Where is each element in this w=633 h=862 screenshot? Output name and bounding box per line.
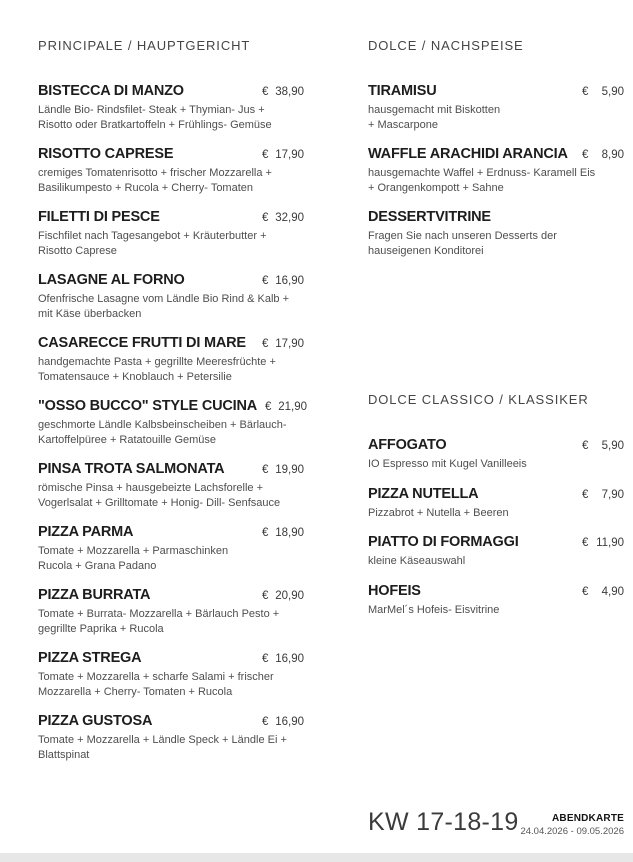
currency-symbol: €	[262, 149, 269, 161]
item-name: WAFFLE ARACHIDI ARANCIA	[368, 146, 568, 162]
item-name: PIZZA PARMA	[38, 524, 134, 540]
bottom-divider-bar	[0, 853, 633, 862]
item-price	[582, 149, 624, 161]
item-description: handgemachte Pasta + gegrillte Meeresfrüchte + Tomatensauce + Knoblauch + Petersilie	[38, 356, 276, 383]
item-price	[582, 489, 624, 501]
calendar-week-label: KW 17-18-19	[368, 808, 519, 836]
menu-item-tiramisu	[368, 82, 624, 132]
currency-symbol: €	[262, 212, 269, 224]
item-price	[262, 149, 304, 161]
item-price	[262, 464, 304, 476]
item-description: Tomate + Mozzarella + scharfe Salami + frischer Mozzarella + Cherry- Tomaten + Rucola	[38, 671, 274, 698]
menu-item-waffle	[368, 145, 624, 195]
item-name: DESSERTVITRINE	[368, 209, 491, 225]
item-name: PIZZA STREGA	[38, 650, 142, 666]
item-name: TIRAMISU	[368, 83, 437, 99]
menu-item-pizza-gustosa	[38, 712, 304, 762]
currency-symbol: €	[265, 401, 272, 413]
menu-item-pizza-nutella	[368, 485, 624, 521]
item-description: Tomate + Mozzarella + Ländle Speck + Ländle Ei + Blattspinat	[38, 734, 287, 761]
price-amount: 7,90	[601, 488, 624, 501]
item-description: hausgemachte Waffel + Erdnuss- Karamell Eis + Orangenkompott + Sahne	[368, 167, 596, 194]
item-description: Tomate + Mozzarella + Parmaschinken Rucola + Grana Padano	[38, 545, 229, 572]
menu-item-affogato	[368, 436, 624, 472]
menu-item-bistecca	[38, 82, 304, 132]
menu-item-pizza-burrata	[38, 586, 304, 636]
item-description: Tomate + Burrata- Mozzarella + Bärlauch Pesto + gegrillte Paprika + Rucola	[38, 608, 280, 635]
menu-item-pinsa	[38, 460, 304, 510]
item-price	[262, 527, 304, 539]
currency-symbol: €	[582, 86, 589, 98]
price-amount: 4,90	[601, 585, 624, 598]
section-header-classico: DOLCE CLASSICO / KLASSIKER	[368, 392, 589, 407]
price-amount: 8,90	[601, 149, 624, 161]
menu-item-filetti	[38, 208, 304, 258]
item-name: PIZZA GUSTOSA	[38, 713, 153, 729]
price-amount: 21,90	[278, 401, 308, 413]
item-price	[265, 401, 307, 413]
menu-item-casarecce	[38, 334, 304, 384]
item-name: PIATTO DI FORMAGGI	[368, 534, 519, 550]
item-price	[262, 338, 304, 350]
item-description: cremiges Tomatenrisotto + frischer Mozzarella + Basilikumpesto + Rucola + Cherry- Tomaten	[38, 167, 272, 194]
classico-items	[368, 436, 624, 617]
card-info	[520, 813, 624, 837]
price-amount: 38,90	[275, 86, 304, 98]
item-price	[262, 275, 304, 287]
currency-symbol: €	[262, 590, 269, 602]
price-amount: 16,90	[275, 653, 304, 665]
item-name: RISOTTO CAPRESE	[38, 146, 174, 162]
menu-item-dessertvitrine	[368, 208, 624, 258]
menu-item-piatto-formaggi	[368, 533, 624, 569]
item-price	[262, 86, 304, 98]
currency-symbol: €	[582, 585, 589, 598]
currency-symbol: €	[582, 488, 589, 501]
menu-item-pizza-strega	[38, 649, 304, 699]
item-description: Fragen Sie nach unseren Desserts der hauseigenen Konditorei	[368, 230, 557, 257]
item-description: MarMel´s Hofeis- Eisvitrine	[368, 603, 500, 616]
currency-symbol: €	[582, 537, 589, 549]
item-description: kleine Käseauswahl	[368, 555, 466, 567]
item-price	[582, 440, 624, 452]
price-amount: 11,90	[596, 537, 624, 549]
item-name: HOFEIS	[368, 582, 421, 599]
item-name: LASAGNE AL FORNO	[38, 272, 185, 288]
section-dolce	[368, 38, 624, 271]
section-principale	[38, 38, 308, 775]
price-amount: 5,90	[601, 440, 624, 452]
item-price	[262, 590, 304, 602]
item-description: geschmorte Ländle Kalbsbeinscheiben + Bärlauch- Kartoffelpüree + Ratatouille Gemüse	[38, 419, 287, 446]
price-amount: 20,90	[275, 590, 304, 602]
item-name: BISTECCA DI MANZO	[38, 83, 184, 99]
menu-item-ossobucco	[38, 397, 308, 447]
price-amount: 16,90	[275, 716, 304, 728]
menu-item-hofeis	[368, 582, 624, 618]
item-description: Pizzabrot + Nutella + Beeren	[368, 506, 509, 519]
section-header-dolce: DOLCE / NACHSPEISE	[368, 38, 524, 53]
item-description: Ländle Bio- Rindsfilet- Steak + Thymian- Jus + Risotto oder Bratkartoffeln + Frühlings- Gemüse	[38, 104, 272, 131]
section-classico	[368, 392, 624, 630]
currency-symbol: €	[262, 527, 269, 539]
principale-items	[38, 82, 308, 762]
item-price	[262, 212, 304, 224]
item-description: römische Pinsa + hausgebeizte Lachsforelle + Vogerlsalat + Grilltomate + Honig- Dill- Senfsauce	[38, 482, 281, 509]
item-price	[582, 586, 624, 598]
card-date-range: 24.04.2026 - 09.05.2026	[520, 826, 624, 837]
currency-symbol: €	[262, 86, 269, 98]
menu-item-pizza-parma	[38, 523, 304, 573]
currency-symbol: €	[262, 716, 269, 728]
price-amount: 18,90	[275, 527, 304, 539]
currency-symbol: €	[262, 338, 269, 350]
item-name: "OSSO BUCCO" STYLE CUCINA	[38, 398, 258, 414]
dolce-items	[368, 82, 624, 258]
item-price	[262, 653, 304, 665]
currency-symbol: €	[262, 653, 269, 665]
price-amount: 17,90	[275, 149, 304, 161]
section-header-principale: PRINCIPALE / HAUPTGERICHT	[38, 38, 251, 53]
item-price	[582, 86, 624, 98]
currency-symbol: €	[262, 275, 269, 287]
menu-item-lasagne	[38, 271, 304, 321]
price-amount: 16,90	[275, 275, 304, 287]
currency-symbol: €	[582, 149, 589, 161]
currency-symbol: €	[582, 440, 589, 452]
price-amount: 5,90	[601, 86, 624, 98]
item-name: FILETTI DI PESCE	[38, 209, 160, 225]
card-name-label: ABENDKARTE	[552, 813, 624, 824]
item-name: PINSA TROTA SALMONATA	[38, 461, 225, 477]
item-price	[262, 716, 304, 728]
item-name: AFFOGATO	[368, 437, 447, 453]
item-price	[582, 537, 624, 549]
currency-symbol: €	[262, 464, 269, 476]
price-amount: 19,90	[275, 464, 304, 476]
item-name: PIZZA BURRATA	[38, 587, 151, 603]
menu-item-risotto	[38, 145, 304, 195]
item-description: Fischfilet nach Tagesangebot + Kräuterbutter + Risotto Caprese	[38, 230, 267, 257]
item-description: Ofenfrische Lasagne vom Ländle Bio Rind & Kalb + mit Käse überbacken	[38, 293, 290, 320]
item-name: CASARECCE FRUTTI DI MARE	[38, 335, 246, 351]
price-amount: 32,90	[275, 212, 304, 224]
item-description: IO Espresso mit Kugel Vanilleeis	[368, 458, 527, 470]
price-amount: 17,90	[275, 338, 304, 350]
item-name: PIZZA NUTELLA	[368, 485, 479, 502]
item-description: hausgemacht mit Biskotten + Mascarpone	[368, 104, 501, 131]
